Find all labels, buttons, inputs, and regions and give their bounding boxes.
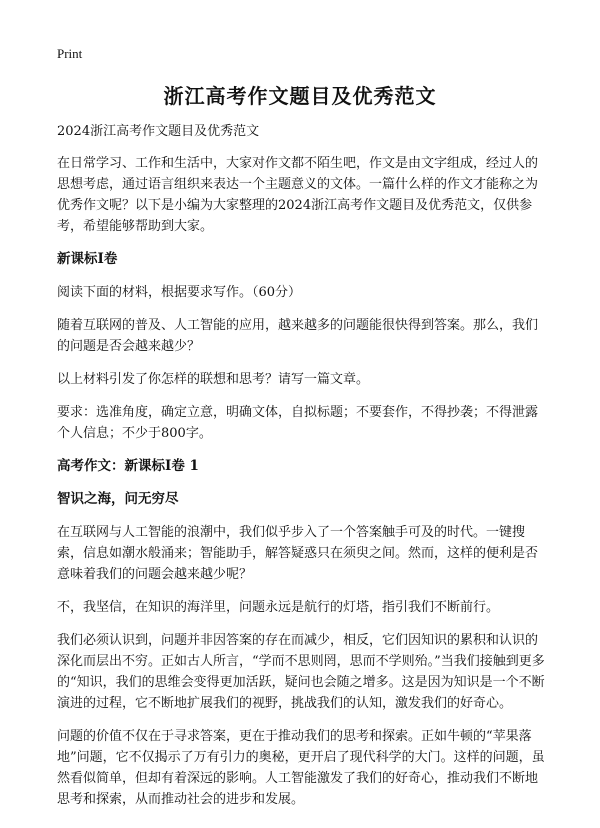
essay-paragraph: 我们必须认识到，问题并非因答案的存在而减少，相反，它们因知识的累积和认识的深化而层出不穷。正如古人所言，“学而不思则罔，思而不学则殆。”当我们接触到更多的“知识，我们的思维会变得更加活跃，疑问也会随之增多。这是因为知识是一个不断演进的过程，它不断地扩展我们的视野，挑战我们的认知，激发我们的好奇心。 [57,633,545,711]
essay-title: 智识之海，问无穷尽 [57,491,179,507]
section-heading: 新课标I卷 [57,251,118,267]
essay-paragraph: 问题的价值不仅在于寻求答案，更在于推动我们的思考和探索。正如牛顿的“苹果落地”问题，它不仅揭示了万有引力的奥秘，更开启了现代科学的大门。这样的问题，虽然看似简单，但却有着深远的影响。人工智能激发了我们的好奇心，推动我们不断地思考和探索，从而推动社会的进步和发展。 [57,729,545,807]
essay-paragraph: 不，我坚信，在知识的海洋里，问题永远是航行的灯塔，指引我们不断前行。 [57,600,500,615]
essay-heading: 高考作文：新课标I卷 1 [57,458,199,474]
print-link[interactable]: Print [57,46,83,61]
prompt-material: 随着互联网的普及、人工智能的应用，越来越多的问题能很快得到答案。那么，我们的问题是否会越来越少？ [57,318,539,354]
article-body [57,121,547,822]
article-subtitle: 2024浙江高考作文题目及优秀范文 [57,124,260,139]
page-title: 浙江高考作文题目及优秀范文 [163,84,437,108]
prompt-instruction: 阅读下面的材料，根据要求写作。（60分） [57,285,302,300]
prompt-question: 以上材料引发了你怎样的联想和思考？请写一篇文章。 [57,372,370,387]
prompt-requirements: 要求：选准角度，确定立意，明确文体，自拟标题；不要套作，不得抄袭；不得泄露个人信息；不少于800字。 [57,405,539,441]
intro-paragraph: 在日常学习、工作和生活中，大家对作文都不陌生吧，作文是由文字组成，经过人的思想考虑，通过语言组织来表达一个主题意义的文体。一篇什么样的作文才能称之为优秀作文呢？以下是小编为大家整理的2024浙江高考作文题目及优秀范文，仅供参考，希望能够帮助到大家。 [57,156,539,234]
essay-paragraph: 在互联网与人工智能的浪潮中，我们似乎步入了一个答案触手可及的时代。一键搜索，信息如潮水般涌来；智能助手，解答疑惑只在须臾之间。然而，这样的便利是否意味着我们的问题会越来越少呢？ [57,525,539,582]
